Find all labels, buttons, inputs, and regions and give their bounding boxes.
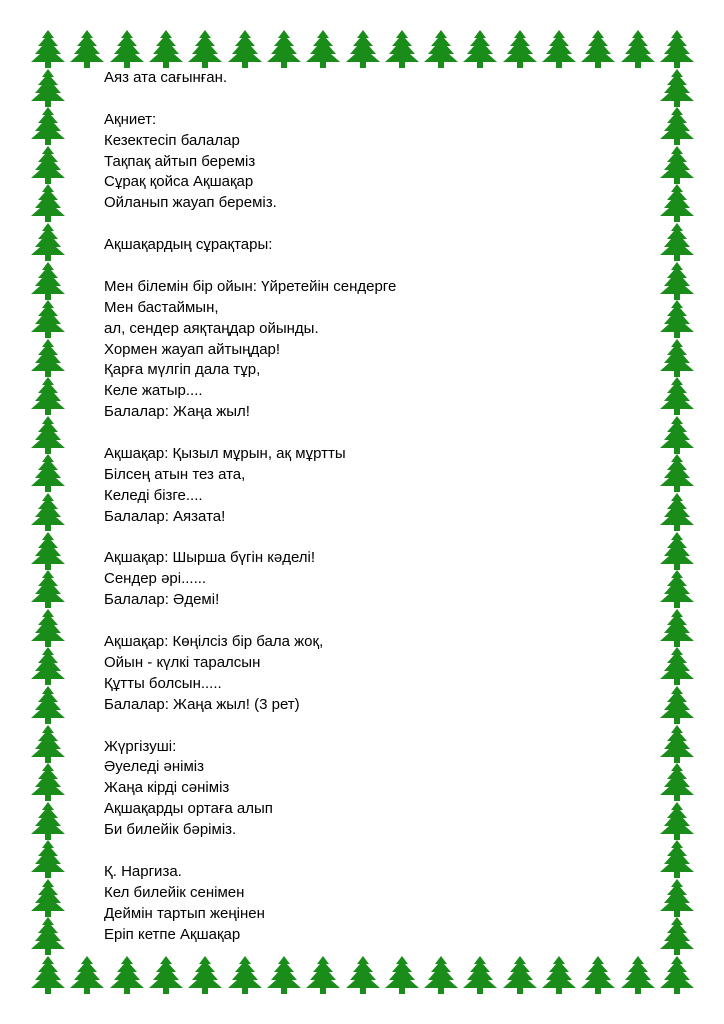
christmas-tree-icon xyxy=(658,608,696,648)
christmas-tree-icon xyxy=(29,338,67,378)
christmas-tree-icon xyxy=(501,29,539,69)
text-line: Ақшақардың сұрақтары: xyxy=(104,236,273,254)
christmas-tree-icon xyxy=(658,106,696,146)
christmas-tree-icon xyxy=(383,955,421,995)
christmas-tree-icon xyxy=(344,29,382,69)
christmas-tree-icon xyxy=(147,29,185,69)
christmas-tree-icon xyxy=(658,801,696,841)
christmas-tree-icon xyxy=(29,801,67,841)
christmas-tree-icon xyxy=(658,261,696,301)
christmas-tree-icon xyxy=(658,376,696,416)
christmas-tree-icon xyxy=(186,955,224,995)
christmas-tree-icon xyxy=(579,29,617,69)
text-line: Еріп кетпе Ақшақар xyxy=(104,925,241,943)
christmas-tree-icon xyxy=(658,299,696,339)
text-line: Мен бастаймын, xyxy=(104,298,219,316)
christmas-tree-icon xyxy=(186,29,224,69)
christmas-tree-icon xyxy=(29,29,67,69)
text-line: Ақниет: xyxy=(104,110,157,128)
christmas-tree-icon xyxy=(265,29,303,69)
text-line xyxy=(104,89,624,110)
text-line xyxy=(104,528,624,549)
christmas-tree-icon xyxy=(658,531,696,571)
text-line: Жүргізуші: xyxy=(104,737,177,755)
christmas-tree-icon xyxy=(29,955,67,995)
christmas-tree-icon xyxy=(658,955,696,995)
christmas-tree-icon xyxy=(29,569,67,609)
christmas-tree-icon xyxy=(29,878,67,918)
christmas-tree-icon xyxy=(29,724,67,764)
christmas-tree-icon xyxy=(108,955,146,995)
christmas-tree-icon xyxy=(29,762,67,802)
text-line: ал, сендер аяқтаңдар ойынды. xyxy=(104,319,319,337)
christmas-tree-icon xyxy=(658,492,696,532)
text-line: Тақпақ айтып береміз xyxy=(104,152,256,170)
christmas-tree-icon xyxy=(658,878,696,918)
christmas-tree-icon xyxy=(619,955,657,995)
text-line: Би билейік бәріміз. xyxy=(104,821,237,839)
christmas-tree-icon xyxy=(29,299,67,339)
text-line: Ойланып жауап береміз. xyxy=(104,194,277,212)
christmas-tree-icon xyxy=(619,29,657,69)
christmas-tree-icon xyxy=(658,68,696,108)
christmas-tree-icon xyxy=(29,453,67,493)
text-line xyxy=(104,841,624,862)
text-line: Балалар: Әдемі! xyxy=(104,591,220,609)
christmas-tree-icon xyxy=(579,955,617,995)
christmas-tree-icon xyxy=(304,29,342,69)
christmas-tree-icon xyxy=(29,916,67,956)
christmas-tree-icon xyxy=(304,955,342,995)
text-line: Құтты болсын..... xyxy=(104,674,222,692)
christmas-tree-icon xyxy=(29,608,67,648)
christmas-tree-icon xyxy=(658,724,696,764)
text-line xyxy=(104,214,624,235)
christmas-tree-icon xyxy=(658,183,696,223)
christmas-tree-icon xyxy=(658,839,696,879)
christmas-tree-icon xyxy=(68,955,106,995)
christmas-tree-icon xyxy=(265,955,303,995)
christmas-tree-icon xyxy=(658,453,696,493)
christmas-tree-icon xyxy=(658,646,696,686)
christmas-tree-icon xyxy=(226,29,264,69)
text-line xyxy=(104,423,624,444)
text-line: Балалар: Жаңа жыл! (3 рет) xyxy=(104,695,300,713)
christmas-tree-icon xyxy=(461,29,499,69)
text-line: Кезектесіп балалар xyxy=(104,131,240,149)
christmas-tree-icon xyxy=(147,955,185,995)
text-line: Балалар: Аязата! xyxy=(104,507,226,525)
text-line: Жаңа кірді сәніміз xyxy=(104,779,230,797)
text-line: Сұрақ қойса Ақшақар xyxy=(104,173,254,191)
christmas-tree-icon xyxy=(29,68,67,108)
text-line: Ойын - күлкі таралсын xyxy=(104,653,261,671)
christmas-tree-icon xyxy=(29,685,67,725)
text-line: Келе жатыр.... xyxy=(104,382,203,400)
christmas-tree-icon xyxy=(658,916,696,956)
christmas-tree-icon xyxy=(29,183,67,223)
text-line: Ақшақар: Қызыл мұрын, ақ мұртты xyxy=(104,445,346,463)
text-line xyxy=(104,716,624,737)
christmas-tree-icon xyxy=(461,955,499,995)
christmas-tree-icon xyxy=(68,29,106,69)
text-line: Ақшақар: Көңілсіз бір бала жоқ, xyxy=(104,633,324,651)
christmas-tree-icon xyxy=(658,145,696,185)
christmas-tree-icon xyxy=(658,338,696,378)
christmas-tree-icon xyxy=(658,762,696,802)
text-line: Сендер әрі...... xyxy=(104,570,207,588)
text-line: Білсең атын тез ата, xyxy=(104,465,246,483)
christmas-tree-icon xyxy=(422,29,460,69)
text-line: Ақшақар: Шырша бүгін кәделі! xyxy=(104,549,316,567)
text-line: Қарға мүлгіп дала тұр, xyxy=(104,361,261,379)
text-line: Аяз ата сағынған. xyxy=(104,69,228,86)
christmas-tree-icon xyxy=(29,145,67,185)
christmas-tree-icon xyxy=(501,955,539,995)
text-line: Хормен жауап айтыңдар! xyxy=(104,340,281,358)
christmas-tree-icon xyxy=(29,376,67,416)
text-line: Ақшақарды ортаға алып xyxy=(104,800,273,818)
christmas-tree-icon xyxy=(658,569,696,609)
christmas-tree-icon xyxy=(29,492,67,532)
text-line: Мен білемін бір ойын: Үйретейін сендерге xyxy=(104,277,397,295)
text-line: Деймін тартып жеңінен xyxy=(104,904,265,922)
christmas-tree-icon xyxy=(29,646,67,686)
christmas-tree-icon xyxy=(658,685,696,725)
christmas-tree-icon xyxy=(108,29,146,69)
text-line: Келеді бізге.... xyxy=(104,486,203,504)
christmas-tree-icon xyxy=(658,29,696,69)
text-line xyxy=(104,256,624,277)
text-line: Әуеледі әніміз xyxy=(104,758,204,776)
poem-text xyxy=(104,68,624,945)
christmas-tree-icon xyxy=(226,955,264,995)
christmas-tree-icon xyxy=(540,29,578,69)
christmas-tree-icon xyxy=(29,222,67,262)
christmas-tree-icon xyxy=(658,222,696,262)
christmas-tree-icon xyxy=(540,955,578,995)
christmas-tree-icon xyxy=(29,261,67,301)
text-line: Кел билейік сенімен xyxy=(104,883,245,901)
christmas-tree-icon xyxy=(29,106,67,146)
christmas-tree-icon xyxy=(29,415,67,455)
christmas-tree-icon xyxy=(658,415,696,455)
text-line xyxy=(104,611,624,632)
text-line: Қ. Наргиза. xyxy=(104,862,182,880)
christmas-tree-icon xyxy=(344,955,382,995)
text-line: Балалар: Жаңа жыл! xyxy=(104,403,250,421)
christmas-tree-icon xyxy=(29,531,67,571)
christmas-tree-icon xyxy=(29,839,67,879)
christmas-tree-icon xyxy=(383,29,421,69)
christmas-tree-icon xyxy=(422,955,460,995)
